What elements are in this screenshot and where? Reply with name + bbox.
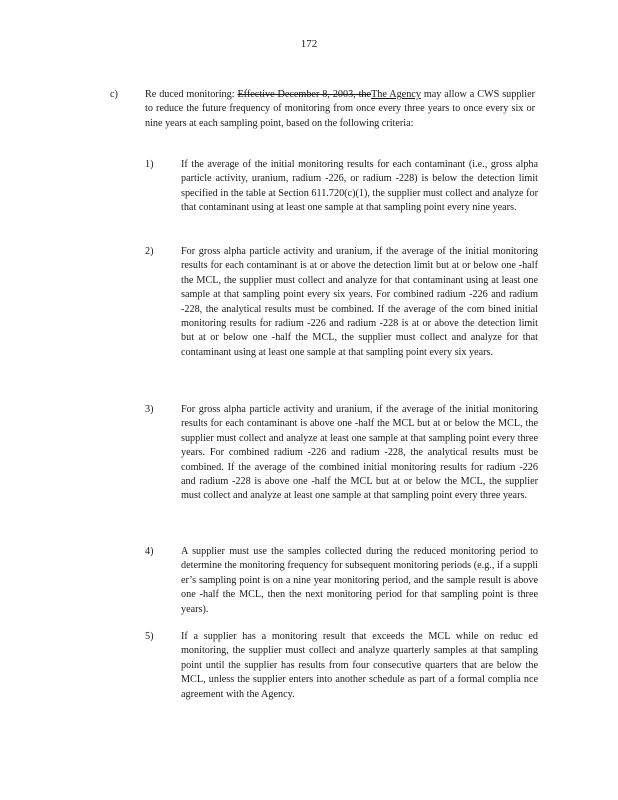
item-number: 1) [145,159,154,170]
inserted-text: The Agency [371,89,421,100]
item-number: 5) [145,631,154,642]
struck-text: Effective December 8, 2003, the [237,89,372,100]
item-text: A supplier must use the samples collected during the reduced monitoring period to determine the monitoring frequency for subsequent monitoring periods (e.g., if a suppli er’s sampling point is on a nine year monitoring period, and the sample result is above one -half the MCL, then the next monitoring period for that sampling point is three years). [181,546,538,615]
intro-body: may allow a CWS supplier to reduce the future frequency of monitoring from once every three years to once every six or nine years at each sampling point, based on the following criteria: [145,89,536,129]
section-label: c) [110,89,118,100]
item-number: 2) [145,246,154,257]
item-text: For gross alpha particle activity and uranium, if the average of the initial monitoring results for each contaminant is at or above the detection limit but at or below one -half the MCL, the supplier must collect and analyze for that contaminant using at least one sample at that sampling point every six years. For combined radium -226 and radium -228, the analytical results must be combined. If the average of the com bined initial monitoring results for radium -226 and radium -228 is at or above the detection limit but at or below one -half the MCL, the supplier must collect and analyze for that contaminant using at least one sample at that sampling point every six years. [181,246,538,358]
item-text: If the average of the initial monitoring results for each contaminant (i.e., gross alpha particle activity, uranium, radium -226, or radium -228) is below the detection limit specified in the table at Section 611.720(c)(1), the supplier must collect and analyze for that contaminant using at least one sample at that sampling point every nine years. [181,159,538,214]
item-text: For gross alpha particle activity and uranium, if the average of the initial monitoring results for each contaminant is above one -half the MCL but at or below the MCL, the supplier must collect and analyze at least one sample at that sampling point every three years. For combined radium -226 and radium -228, the analytical results must be combined. If the average of the combined initial monitoring results for radium -226 and radium -228 is above one -half the MCL but at or below the MCL, the supplier must collect and analyze at least one sample at that sampling point every three years. [181,404,538,502]
item-text: If a supplier has a monitoring result that exceeds the MCL while on reduc ed monitoring, the supplier must collect and analyze quarterly samples at that sampling point until the supplier has results from four consecutive quarters that are below the MCL, unless the supplier enters into another schedule as part of a formal complia nce agreement with the Agency. [181,631,538,700]
section-intro [145,88,535,131]
item-number: 4) [145,546,154,557]
section-title: Re duced monitoring: [145,89,235,100]
item-number: 3) [145,404,154,415]
page-number: 172 [300,38,318,50]
